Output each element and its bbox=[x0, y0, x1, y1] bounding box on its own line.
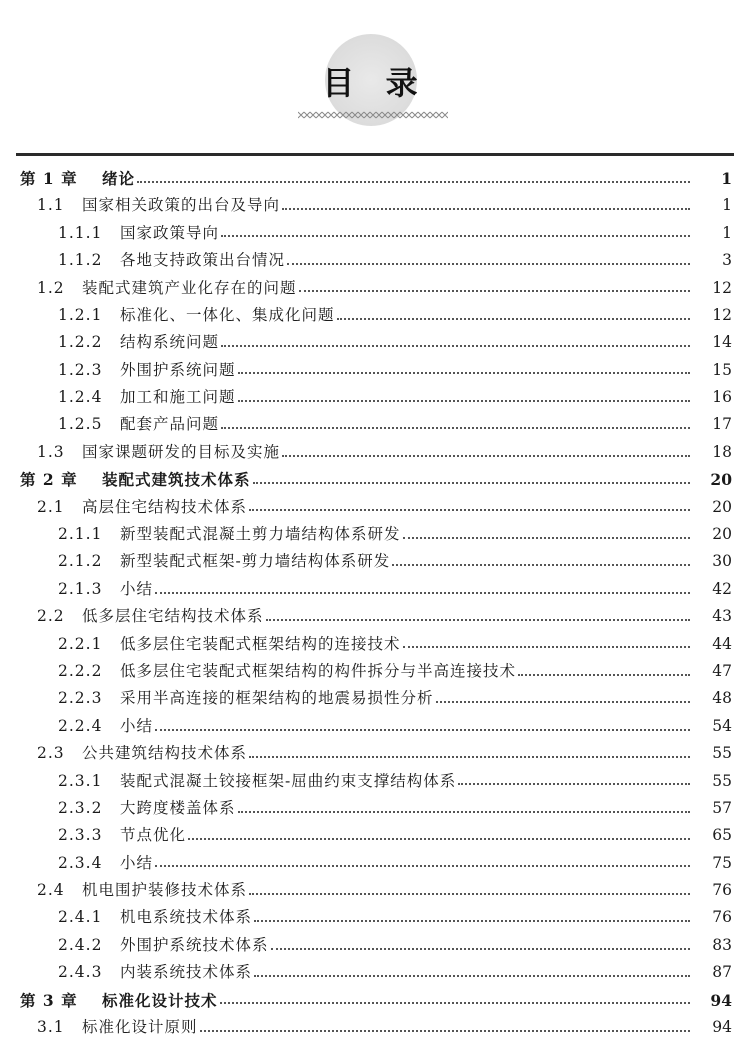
dot-leader bbox=[282, 208, 690, 210]
toc-page-number: 48 bbox=[712, 689, 732, 708]
toc-title: 小结 bbox=[120, 716, 154, 735]
toc-chapter[interactable] bbox=[0, 987, 750, 1014]
toc-subsection[interactable] bbox=[0, 685, 750, 712]
ornament-border bbox=[298, 110, 448, 120]
toc-page-number: 3 bbox=[722, 251, 732, 270]
toc-subsection[interactable] bbox=[0, 768, 750, 795]
toc-number: 2.1.2 bbox=[58, 552, 103, 571]
toc-number: 1.2.1 bbox=[58, 305, 103, 324]
toc-title: 节点优化 bbox=[120, 826, 187, 845]
toc-page-number: 43 bbox=[712, 607, 732, 626]
toc-title: 低多层住宅结构技术体系 bbox=[82, 607, 264, 626]
toc-subsection[interactable] bbox=[0, 220, 750, 247]
toc-title: 装配式建筑技术体系 bbox=[102, 470, 251, 490]
toc-subsection[interactable] bbox=[0, 521, 750, 548]
toc-number: 1.2 bbox=[37, 278, 65, 297]
toc-page-number: 1 bbox=[722, 196, 732, 215]
dot-leader bbox=[220, 1002, 690, 1004]
toc-number: 2.4.2 bbox=[58, 935, 103, 954]
toc-subsection[interactable] bbox=[0, 576, 750, 603]
toc-number: 2.3.1 bbox=[58, 771, 103, 790]
toc-number: 1.2.3 bbox=[58, 360, 103, 379]
toc-subsection[interactable] bbox=[0, 795, 750, 822]
toc-page-number: 42 bbox=[712, 579, 732, 598]
toc-page-number: 12 bbox=[712, 305, 732, 324]
toc-subsection[interactable] bbox=[0, 357, 750, 384]
toc-subsection[interactable] bbox=[0, 658, 750, 685]
toc-page-number: 1 bbox=[722, 223, 732, 242]
toc-number: 2.4 bbox=[37, 881, 65, 900]
toc-page-number: 1 bbox=[721, 168, 732, 188]
toc-title: 国家课题研发的目标及实施 bbox=[82, 442, 281, 461]
dot-leader bbox=[403, 537, 690, 539]
toc-title: 采用半高连接的框架结构的地震易损性分析 bbox=[120, 689, 434, 708]
dot-leader bbox=[337, 318, 690, 320]
toc-page-number: 17 bbox=[712, 415, 732, 434]
toc-title: 低多层住宅装配式框架结构的连接技术 bbox=[120, 634, 401, 653]
toc-page-number: 44 bbox=[712, 634, 732, 653]
dot-leader bbox=[238, 811, 690, 813]
toc-chapter[interactable] bbox=[0, 165, 750, 192]
toc-title: 国家相关政策的出台及导向 bbox=[82, 196, 281, 215]
toc-subsection[interactable] bbox=[0, 959, 750, 986]
toc-page-number: 20 bbox=[712, 497, 732, 516]
toc-subsection[interactable] bbox=[0, 329, 750, 356]
dot-leader bbox=[155, 729, 690, 731]
toc-section[interactable] bbox=[0, 740, 750, 767]
toc-title: 小结 bbox=[120, 853, 154, 872]
toc-subsection[interactable] bbox=[0, 713, 750, 740]
toc-number: 第 1 章 bbox=[20, 168, 78, 188]
toc-title: 结构系统问题 bbox=[120, 333, 220, 352]
dot-leader bbox=[249, 756, 690, 758]
dot-leader bbox=[238, 400, 690, 402]
toc-number: 1.1.2 bbox=[58, 251, 103, 270]
toc-number: 2.2.4 bbox=[58, 716, 103, 735]
toc-chapter[interactable] bbox=[0, 466, 750, 493]
toc-number: 2.2.1 bbox=[58, 634, 103, 653]
toc-page-number: 47 bbox=[712, 661, 732, 680]
toc-title: 高层住宅结构技术体系 bbox=[82, 497, 248, 516]
toc-subsection[interactable] bbox=[0, 905, 750, 932]
toc-number: 2.2.2 bbox=[58, 661, 103, 680]
toc-page-number: 12 bbox=[712, 278, 732, 297]
toc-subsection[interactable] bbox=[0, 302, 750, 329]
dot-leader bbox=[287, 263, 690, 265]
toc-subsection[interactable] bbox=[0, 384, 750, 411]
dot-leader bbox=[254, 920, 690, 922]
toc-title: 外围护系统技术体系 bbox=[120, 935, 269, 954]
toc-page-number: 65 bbox=[712, 826, 732, 845]
dot-leader bbox=[200, 1030, 690, 1032]
toc-number: 1.2.2 bbox=[58, 333, 103, 352]
toc-title: 装配式建筑产业化存在的问题 bbox=[82, 278, 297, 297]
toc-title: 加工和施工问题 bbox=[120, 388, 236, 407]
toc-section[interactable] bbox=[0, 1014, 750, 1041]
toc-number: 2.1 bbox=[37, 497, 65, 516]
toc-number: 1.2.4 bbox=[58, 388, 103, 407]
dot-leader bbox=[254, 975, 690, 977]
toc-number: 2.1.1 bbox=[58, 525, 103, 544]
dot-leader bbox=[155, 865, 690, 867]
toc-section[interactable] bbox=[0, 877, 750, 904]
toc-title: 公共建筑结构技术体系 bbox=[82, 744, 248, 763]
dot-leader bbox=[221, 427, 690, 429]
dot-leader bbox=[436, 701, 690, 703]
toc-section[interactable] bbox=[0, 494, 750, 521]
toc-subsection[interactable] bbox=[0, 548, 750, 575]
toc-subsection[interactable] bbox=[0, 631, 750, 658]
toc-page-number: 83 bbox=[712, 935, 732, 954]
toc-number: 2.4.3 bbox=[58, 963, 103, 982]
toc-page-number: 14 bbox=[712, 333, 732, 352]
toc-section[interactable] bbox=[0, 439, 750, 466]
toc-subsection[interactable] bbox=[0, 412, 750, 439]
dot-leader bbox=[282, 455, 690, 457]
toc-number: 2.3.2 bbox=[58, 798, 103, 817]
toc-page-number: 55 bbox=[712, 744, 732, 763]
toc-number: 1.1 bbox=[37, 196, 65, 215]
toc-subsection[interactable] bbox=[0, 822, 750, 849]
toc-number: 2.2 bbox=[37, 607, 65, 626]
toc-section[interactable] bbox=[0, 603, 750, 630]
dot-leader bbox=[221, 345, 690, 347]
dot-leader bbox=[188, 838, 690, 840]
toc-title: 装配式混凝土铰接框架-屈曲约束支撑结构体系 bbox=[120, 771, 457, 790]
toc-title: 新型装配式混凝土剪力墙结构体系研发 bbox=[120, 525, 401, 544]
toc-page-number: 54 bbox=[712, 716, 732, 735]
toc-title: 各地支持政策出台情况 bbox=[120, 251, 286, 270]
toc-title: 低多层住宅装配式框架结构的构件拆分与半高连接技术 bbox=[120, 661, 517, 680]
toc-section[interactable] bbox=[0, 275, 750, 302]
toc-page-number: 75 bbox=[712, 853, 732, 872]
toc-number: 第 3 章 bbox=[20, 990, 78, 1010]
toc-number: 第 2 章 bbox=[20, 470, 78, 490]
table-of-contents bbox=[0, 165, 750, 1042]
toc-number: 1.1.1 bbox=[58, 223, 103, 242]
dot-leader bbox=[249, 893, 690, 895]
dot-leader bbox=[392, 564, 690, 566]
dot-leader bbox=[518, 674, 690, 676]
toc-page-number: 20 bbox=[710, 470, 732, 490]
toc-page-number: 94 bbox=[712, 1018, 732, 1037]
toc-page-number: 76 bbox=[712, 881, 732, 900]
toc-title: 小结 bbox=[120, 579, 154, 598]
dot-leader bbox=[458, 783, 690, 785]
toc-page-number: 30 bbox=[712, 552, 732, 571]
toc-title: 内装系统技术体系 bbox=[120, 963, 253, 982]
toc-number: 2.2.3 bbox=[58, 689, 103, 708]
toc-title: 外围护系统问题 bbox=[120, 360, 236, 379]
dot-leader bbox=[221, 235, 690, 237]
toc-page-number: 57 bbox=[712, 798, 732, 817]
dot-leader bbox=[271, 948, 690, 950]
toc-title: 机电围护装修技术体系 bbox=[82, 881, 248, 900]
dot-leader bbox=[249, 509, 690, 511]
toc-subsection[interactable] bbox=[0, 247, 750, 274]
toc-title: 标准化设计原则 bbox=[82, 1018, 198, 1037]
toc-number: 2.3.4 bbox=[58, 853, 103, 872]
toc-page-number: 94 bbox=[710, 990, 732, 1010]
toc-title: 绪论 bbox=[102, 168, 136, 188]
dot-leader bbox=[403, 646, 690, 648]
toc-page-number: 16 bbox=[712, 388, 732, 407]
page-title: 目 录 bbox=[322, 64, 428, 102]
toc-title: 配套产品问题 bbox=[120, 415, 220, 434]
toc-page-number: 87 bbox=[712, 963, 732, 982]
toc-number: 2.1.3 bbox=[58, 579, 103, 598]
toc-number: 1.3 bbox=[37, 442, 65, 461]
toc-title: 机电系统技术体系 bbox=[120, 908, 253, 927]
dot-leader bbox=[299, 290, 690, 292]
toc-title: 国家政策导向 bbox=[120, 223, 220, 242]
toc-section[interactable] bbox=[0, 192, 750, 219]
toc-page-number: 18 bbox=[712, 442, 732, 461]
header-rule bbox=[16, 153, 734, 156]
toc-number: 2.3 bbox=[37, 744, 65, 763]
toc-number: 2.3.3 bbox=[58, 826, 103, 845]
toc-page-number: 55 bbox=[712, 771, 732, 790]
dot-leader bbox=[238, 372, 690, 374]
toc-header bbox=[0, 30, 750, 130]
dot-leader bbox=[253, 482, 690, 484]
toc-title: 标准化、一体化、集成化问题 bbox=[120, 305, 335, 324]
dot-leader bbox=[266, 619, 690, 621]
toc-number: 2.4.1 bbox=[58, 908, 103, 927]
toc-page-number: 15 bbox=[712, 360, 732, 379]
toc-title: 新型装配式框架-剪力墙结构体系研发 bbox=[120, 552, 391, 571]
toc-subsection[interactable] bbox=[0, 932, 750, 959]
toc-number: 3.1 bbox=[37, 1018, 65, 1037]
toc-title: 标准化设计技术 bbox=[102, 990, 218, 1010]
dot-leader bbox=[137, 181, 690, 183]
toc-number: 1.2.5 bbox=[58, 415, 103, 434]
toc-title: 大跨度楼盖体系 bbox=[120, 798, 236, 817]
dot-leader bbox=[155, 592, 690, 594]
toc-page-number: 20 bbox=[712, 525, 732, 544]
toc-page-number: 76 bbox=[712, 908, 732, 927]
toc-subsection[interactable] bbox=[0, 850, 750, 877]
